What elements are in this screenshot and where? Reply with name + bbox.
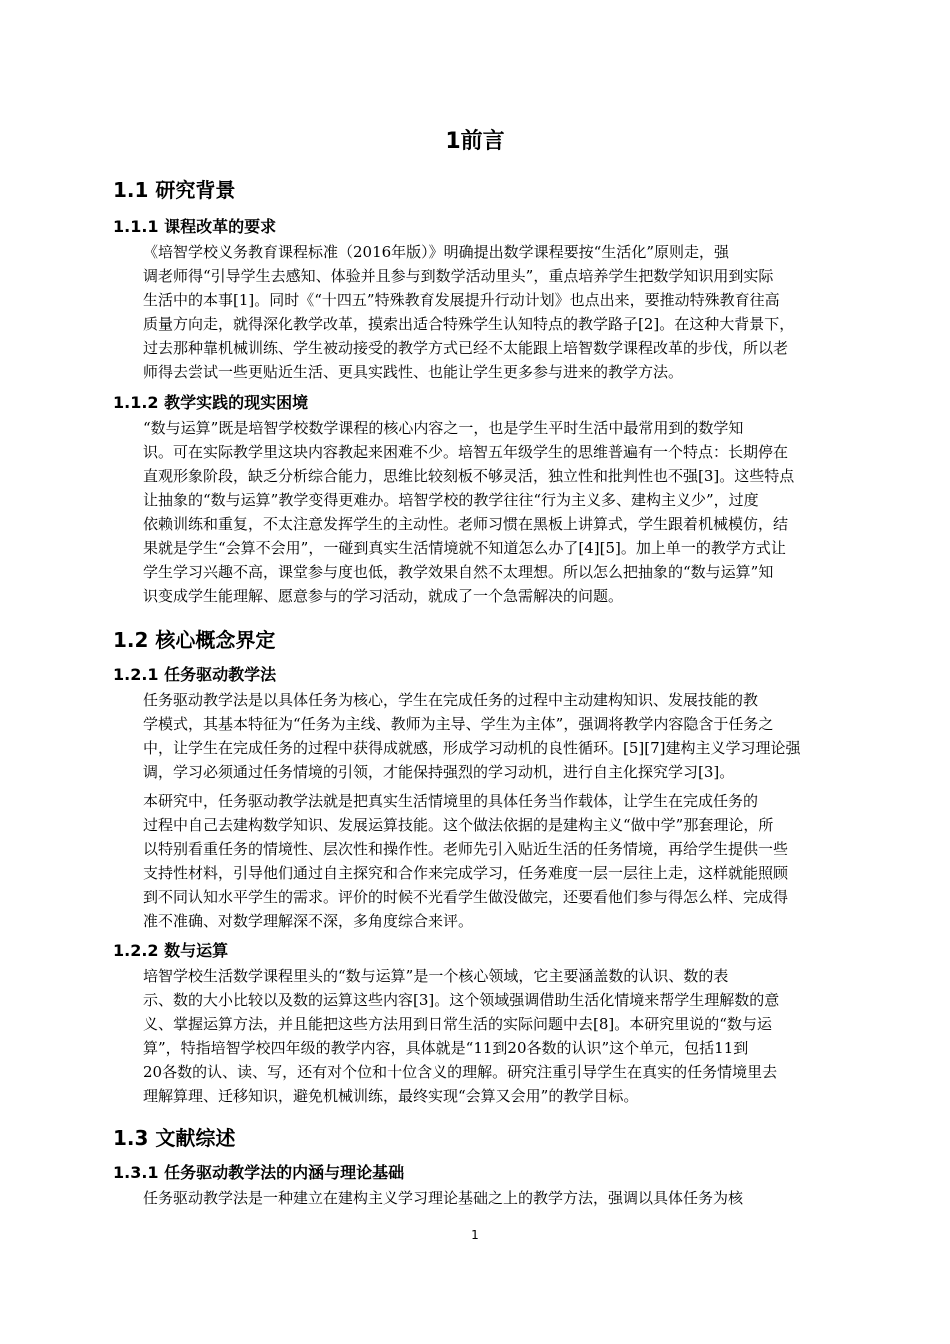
paragraph-line: 学生学习兴趣不高，课堂参与度也低，教学效果自然不太理想。所以怎么把抽象的“数与运算”知 [143, 563, 774, 581]
paragraph-2 [113, 416, 838, 608]
section-heading-1-2: 1.2 核心概念界定 [113, 628, 276, 652]
paragraph-1 [113, 240, 838, 384]
subsection-heading-1-1-1: 1.1.1 课程改革的要求 [113, 217, 277, 236]
paragraph-4 [113, 789, 838, 933]
paragraph-line: 到不同认知水平学生的需求。评价的时候不光看学生做没做完，还要看他们参与得怎么样、完成得 [143, 888, 789, 906]
paragraph-line: 识。可在实际教学里这块内容教起来困难不少。培智五年级学生的思维普遍有一个特点：长期停在 [143, 443, 789, 461]
paragraph-line: 任务驱动教学法是以具体任务为核心，学生在完成任务的过程中主动建构知识、发展技能的教 [143, 691, 759, 709]
subsection-heading-1-3-1: 1.3.1 任务驱动教学法的内涵与理论基础 [113, 1163, 405, 1182]
paragraph-line: 师得去尝试一些更贴近生活、更具实践性、也能让学生更多参与进来的教学方法。 [143, 363, 684, 381]
paragraph-line: 果就是学生“会算不会用”，一碰到真实生活情境就不知道怎么办了[4][5]。加上单一的教学方式让 [143, 539, 786, 557]
paragraph-line: 中，让学生在完成任务的过程中获得成就感，形成学习动机的良性循环。[5][7]建构主义学习理论强 [143, 739, 801, 757]
page-number: 1 [471, 1228, 479, 1242]
paragraph-line: 识变成学生能理解、愿意参与的学习活动，就成了一个急需解决的问题。 [143, 587, 624, 605]
chapter-title: 1前言 [445, 129, 505, 154]
paragraph-line: 依赖训练和重复，不太注意发挥学生的主动性。老师习惯在黑板上讲算式，学生跟着机械模仿，结 [143, 515, 789, 533]
paragraph-line: 学模式，其基本特征为“任务为主线、教师为主导、学生为主体”，强调将教学内容隐含于任务之 [143, 715, 774, 733]
paragraph-line: 20各数的认、读、写，还有对个位和十位含义的理解。研究注重引导学生在真实的任务情境里去 [143, 1063, 778, 1081]
paragraph-line: 调老师得“引导学生去感知、体验并且参与到数学活动里头”，重点培养学生把数学知识用到实际 [143, 267, 774, 285]
paragraph-line: 生活中的本事[1]。同时《“十四五”特殊教育发展提升行动计划》也点出来，要推动特殊教育往高 [143, 291, 780, 309]
paragraph-line: 本研究中，任务驱动教学法就是把真实生活情境里的具体任务当作载体，让学生在完成任务的 [143, 792, 759, 810]
paragraph-line: 以特别看重任务的情境性、层次性和操作性。老师先引入贴近生活的任务情境，再给学生提供一些 [143, 840, 789, 858]
paragraph-line: 算”，特指培智学校四年级的教学内容，具体就是“11到20各数的认识”这个单元，包括11到 [143, 1039, 749, 1057]
paragraph-line: 理解算理、迁移知识，避免机械训练，最终实现“会算又会用”的教学目标。 [143, 1087, 639, 1105]
paragraph-line: 让抽象的“数与运算”教学变得更难办。培智学校的教学往往“行为主义多、建构主义少”，过度 [143, 491, 759, 509]
paragraph-line: 示、数的大小比较以及数的运算这些内容[3]。这个领域强调借助生活化情境来帮学生理解数的意 [143, 991, 780, 1009]
paragraph-6 [113, 1186, 838, 1210]
paragraph-line: 准不准确、对数学理解深不深，多角度综合来评。 [143, 912, 474, 930]
paragraph-5 [113, 964, 838, 1108]
section-heading-1-3: 1.3 文献综述 [113, 1126, 236, 1150]
subsection-heading-1-2-2: 1.2.2 数与运算 [113, 941, 229, 960]
paragraph-line: 调，学习必须通过任务情境的引领，才能保持强烈的学习动机，进行自主化探究学习[3]。 [143, 763, 735, 781]
paragraph-line: “数与运算”既是培智学校数学课程的核心内容之一，也是学生平时生活中最常用到的数学知 [143, 419, 744, 437]
paragraph-line: 过去那种靠机械训练、学生被动接受的教学方式已经不太能跟上培智数学课程改革的步伐，所以老 [143, 339, 789, 357]
paragraph-line: 过程中自己去建构数学知识、发展运算技能。这个做法依据的是建构主义“做中学”那套理论，所 [143, 816, 774, 834]
paragraph-line: 义、掌握运算方法，并且能把这些方法用到日常生活的实际问题中去[8]。本研究里说的“数与运 [143, 1015, 772, 1033]
paragraph-line: 支持性材料，引导他们通过自主探究和合作来完成学习，任务难度一层一层往上走，这样就能照顾 [143, 864, 789, 882]
subsection-heading-1-1-2: 1.1.2 教学实践的现实困境 [113, 393, 309, 412]
subsection-heading-1-2-1: 1.2.1 任务驱动教学法 [113, 665, 277, 684]
paragraph-line: 《培智学校义务教育课程标准（2016年版）》明确提出数学课程要按“生活化”原则走，强 [143, 243, 730, 261]
paragraph-line: 直观形象阶段，缺乏分析综合能力，思维比较刻板不够灵活，独立性和批判性也不强[3]。这些特点 [143, 467, 795, 485]
paragraph-line: 质量方向走，就得深化教学改革，摸索出适合特殊学生认知特点的教学路子[2]。在这种大背景下， [143, 315, 795, 333]
section-heading-1-1: 1.1 研究背景 [113, 178, 236, 202]
paragraph-line: 培智学校生活数学课程里头的“数与运算”是一个核心领域，它主要涵盖数的认识、数的表 [143, 967, 729, 985]
paragraph-3 [113, 688, 838, 784]
paragraph-line: 任务驱动教学法是一种建立在建构主义学习理论基础之上的教学方法，强调以具体任务为核 [143, 1189, 744, 1207]
